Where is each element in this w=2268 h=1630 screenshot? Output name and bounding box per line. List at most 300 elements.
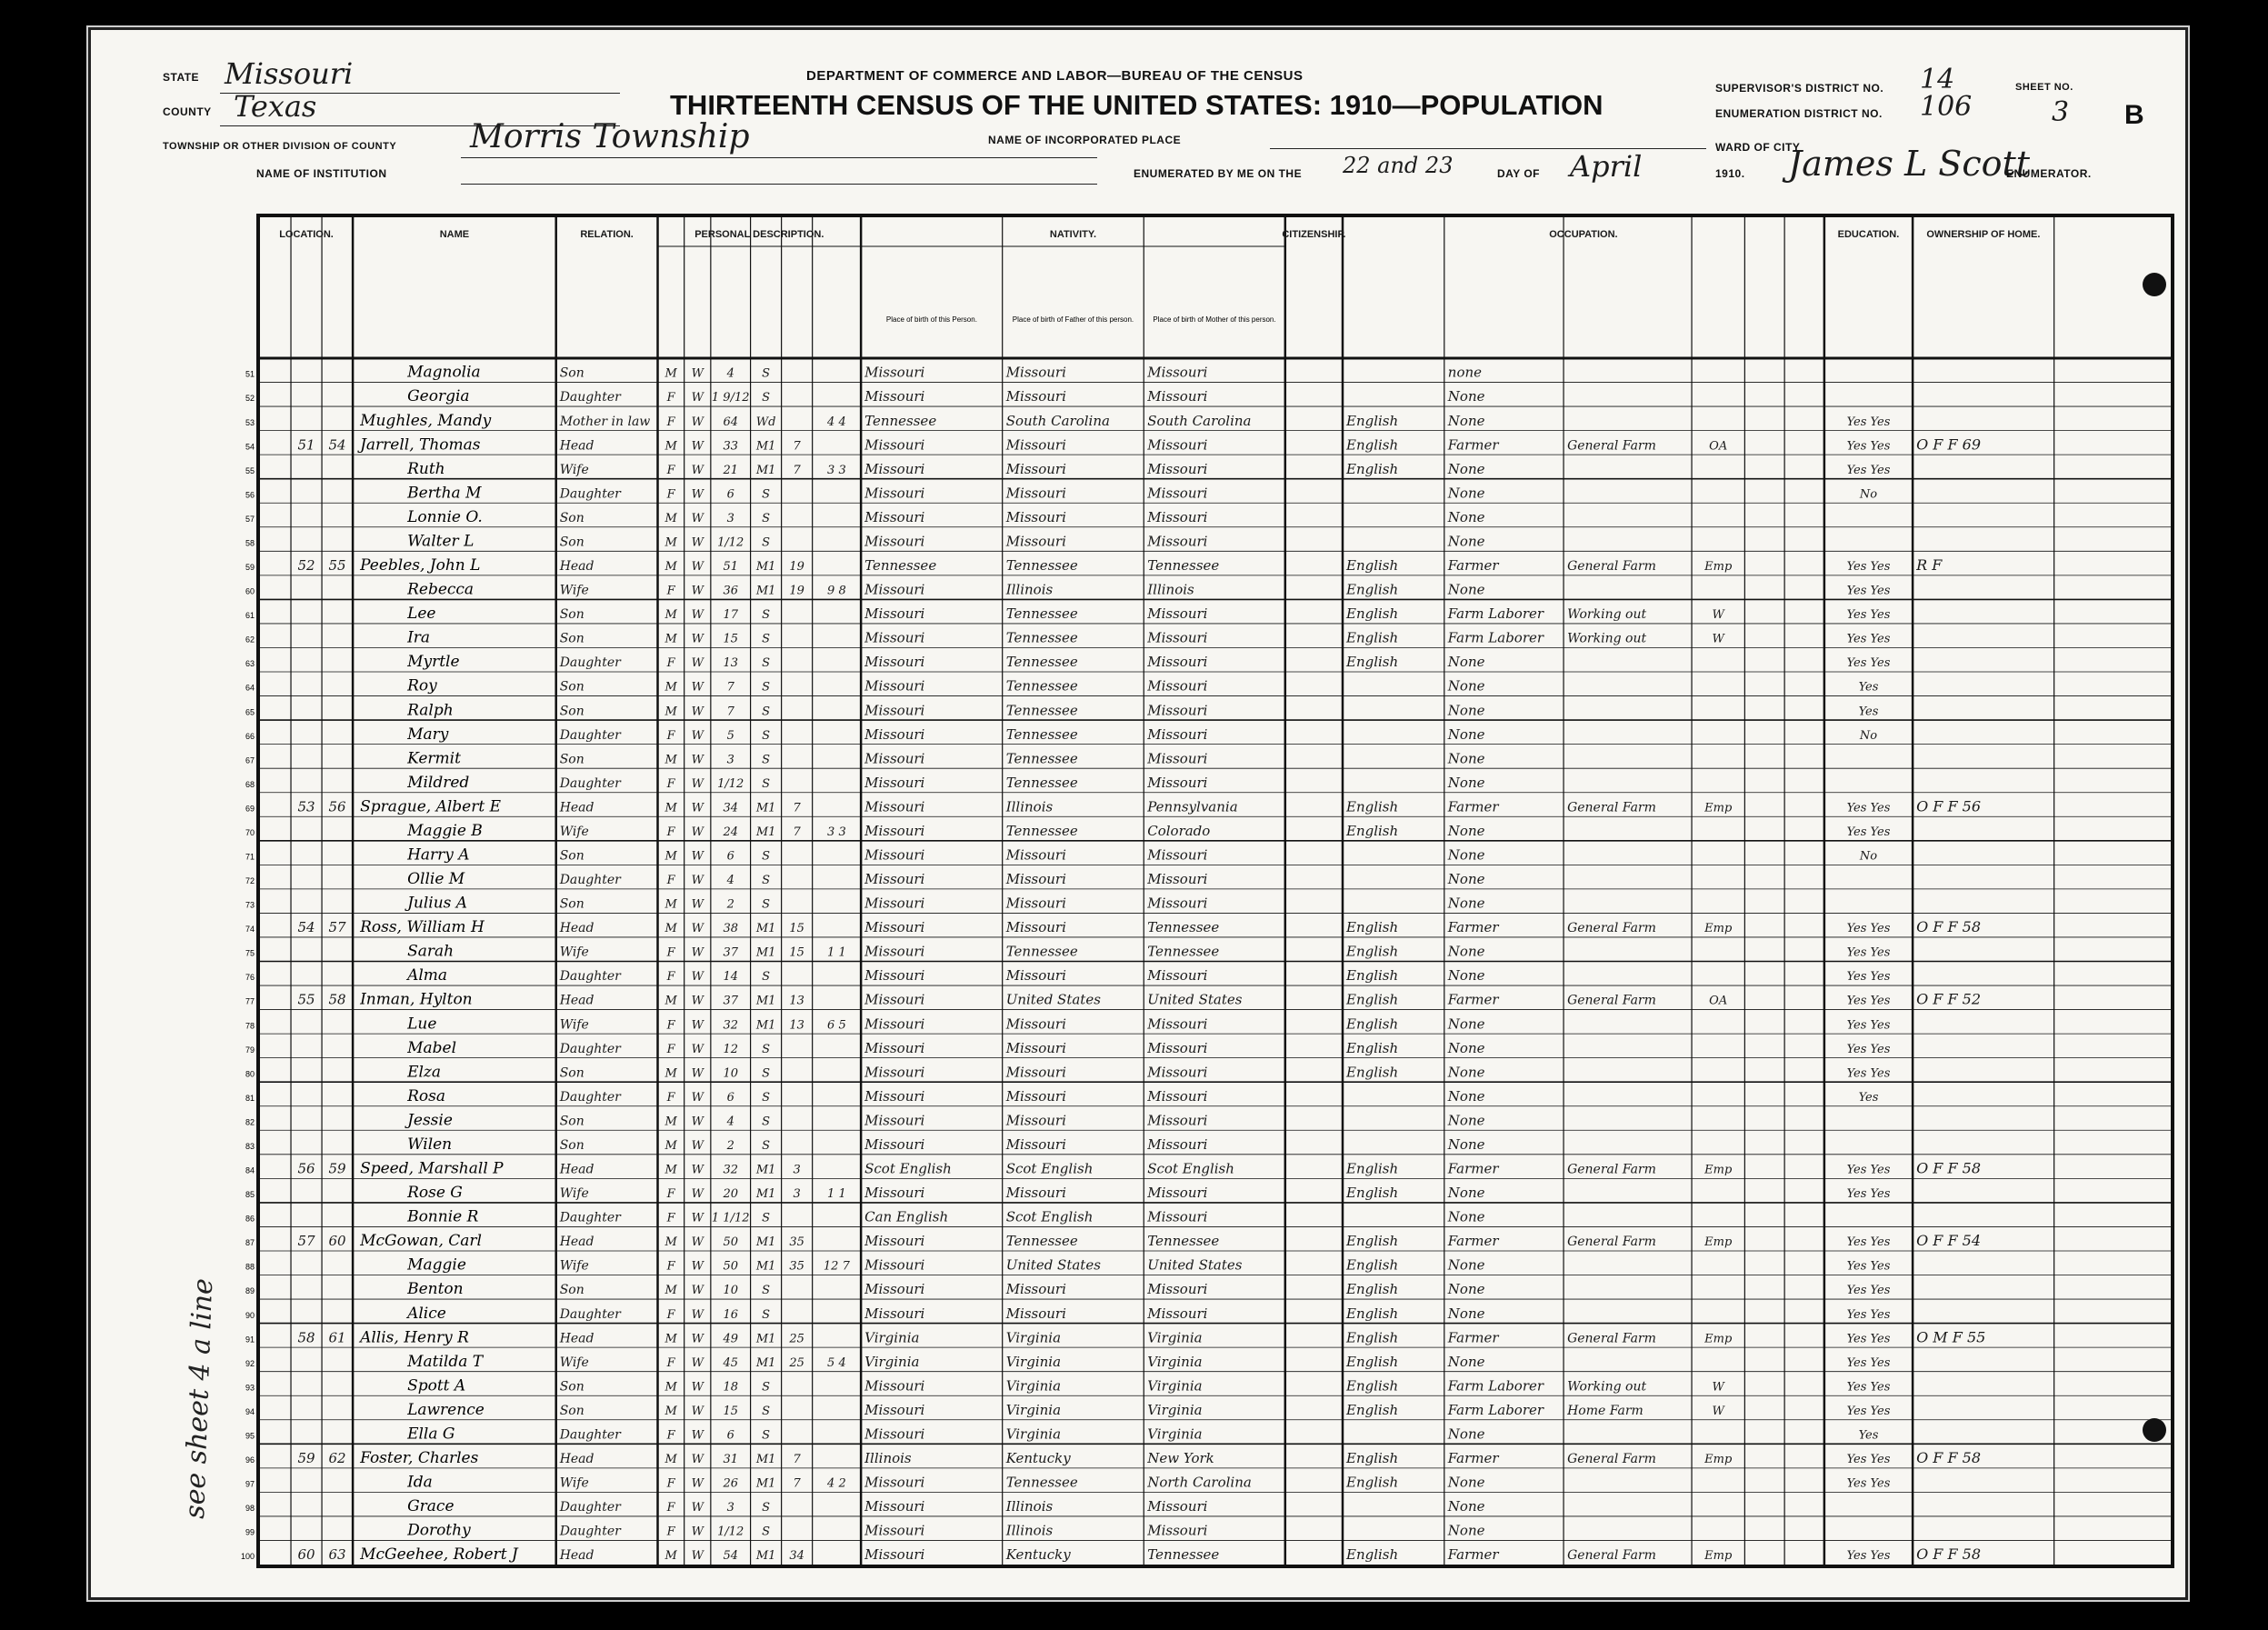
birthplace: Missouri <box>864 798 925 815</box>
family-number: 60 <box>328 1233 346 1250</box>
occupation: None <box>1447 846 1485 864</box>
sex: M <box>664 1284 677 1298</box>
read-write: Yes Yes <box>1846 463 1891 477</box>
line-number: 75 <box>245 948 255 958</box>
age: 26 <box>723 1476 738 1491</box>
marital-status: S <box>762 849 771 864</box>
race: W <box>691 874 704 888</box>
race: W <box>691 560 704 575</box>
age: 31 <box>723 1453 738 1467</box>
employment-class: W <box>1712 1404 1724 1418</box>
sex: M <box>664 439 677 454</box>
father-birthplace: Virginia <box>1005 1329 1062 1346</box>
age: 32 <box>723 1018 738 1033</box>
mother-birthplace: North Carolina <box>1147 1474 1252 1491</box>
children: 3 3 <box>827 825 846 839</box>
mother-birthplace: Tennessee <box>1147 943 1220 960</box>
industry: General Farm <box>1567 1162 1656 1177</box>
marital-status: S <box>762 366 771 381</box>
age: 3 <box>726 1501 734 1515</box>
person-name: Bonnie R <box>407 1207 479 1226</box>
employment-class: Emp <box>1704 1332 1733 1346</box>
language: English <box>1346 557 1399 575</box>
person-name: Ralph <box>407 701 454 720</box>
language: English <box>1346 1233 1399 1250</box>
mother-birthplace: Missouri <box>1147 702 1208 719</box>
age: 3 <box>726 753 734 767</box>
relation: Wife <box>559 1355 589 1370</box>
sex: F <box>666 970 675 985</box>
mother-birthplace: Missouri <box>1147 1112 1208 1129</box>
marital-status: S <box>762 1211 771 1225</box>
language: English <box>1346 943 1399 960</box>
father-birthplace: Missouri <box>1005 1015 1066 1033</box>
race: W <box>691 1259 704 1274</box>
birthplace: Illinois <box>864 1450 912 1467</box>
sex: F <box>666 1476 675 1491</box>
binding-holes <box>2148 327 2170 1509</box>
read-write: Yes Yes <box>1846 1355 1891 1370</box>
age: 36 <box>723 584 738 598</box>
person-name: Mughles, Mandy <box>360 411 492 430</box>
father-birthplace: Kentucky <box>1005 1450 1071 1467</box>
sex: F <box>666 1211 675 1225</box>
year-label: 1910. <box>1715 167 1745 180</box>
occupation: Farmer <box>1447 1160 1499 1177</box>
father-birthplace: Missouri <box>1005 1281 1066 1298</box>
age: 50 <box>723 1235 738 1250</box>
sex: M <box>664 705 677 719</box>
person-name: Ruth <box>407 459 445 478</box>
line-number: 65 <box>245 707 255 717</box>
age: 7 <box>726 680 734 695</box>
dwelling-number: 54 <box>297 919 315 936</box>
read-write: Yes Yes <box>1846 1042 1891 1056</box>
sex: F <box>666 1090 675 1105</box>
person-name: Julius A <box>407 894 468 913</box>
father-birthplace: Tennessee <box>1005 750 1078 767</box>
person-name: Allis, Henry R <box>360 1328 469 1347</box>
relation: Son <box>559 704 584 719</box>
age: 37 <box>723 945 738 960</box>
race: W <box>691 1163 704 1177</box>
line-number: 56 <box>245 490 255 500</box>
mother-birthplace: Missouri <box>1147 388 1208 405</box>
mother-birthplace: Missouri <box>1147 533 1208 550</box>
line-number: 98 <box>245 1504 255 1514</box>
birthplace: Missouri <box>864 1522 925 1539</box>
employment-class: Emp <box>1704 1453 1733 1467</box>
occupation: None <box>1447 508 1485 525</box>
age: 17 <box>723 608 738 623</box>
birthplace: Missouri <box>864 702 925 719</box>
industry: Home Farm <box>1567 1403 1644 1418</box>
mother-birthplace: Virginia <box>1147 1377 1203 1395</box>
industry: General Farm <box>1567 559 1656 575</box>
years-married: 7 <box>793 463 801 477</box>
column-heading: NAME <box>439 229 470 240</box>
relation: Wife <box>559 945 589 960</box>
occupation: None <box>1447 725 1485 743</box>
mother-birthplace: Virginia <box>1147 1353 1203 1370</box>
relation: Wife <box>559 583 589 598</box>
sex: F <box>666 1525 675 1539</box>
age: 6 <box>726 487 734 502</box>
sex: F <box>666 874 675 888</box>
family-number: 61 <box>328 1329 346 1346</box>
age: 1 9/12 <box>711 391 750 405</box>
employment-class: Emp <box>1704 1235 1733 1250</box>
marital-status: S <box>762 487 771 502</box>
person-name: Ollie M <box>407 870 465 889</box>
person-name: Jessie <box>407 1111 453 1130</box>
relation: Daughter <box>559 1306 621 1322</box>
read-write: Yes Yes <box>1846 415 1891 429</box>
race: W <box>691 825 704 839</box>
employment-class: Emp <box>1704 922 1733 936</box>
read-write: Yes <box>1858 705 1879 719</box>
binding-hole <box>2143 273 2166 296</box>
language: English <box>1346 1546 1399 1564</box>
father-birthplace: Scot English <box>1005 1208 1094 1225</box>
line-number: 87 <box>245 1238 255 1248</box>
family-number: 57 <box>328 919 346 936</box>
birthplace: Missouri <box>864 364 925 381</box>
birthplace: Missouri <box>864 654 925 671</box>
township-label: TOWNSHIP OR OTHER DIVISION OF COUNTY <box>163 141 397 152</box>
father-birthplace: Tennessee <box>1005 629 1078 646</box>
language: English <box>1346 1039 1399 1056</box>
father-birthplace: Missouri <box>1005 388 1066 405</box>
home-ownership: O F F 58 <box>1916 1449 1982 1467</box>
read-write: Yes Yes <box>1846 1259 1891 1274</box>
nativity-subheading: Place of birth of Mother of this person. <box>1153 315 1276 324</box>
person-name: Foster, Charles <box>360 1449 479 1468</box>
language: English <box>1346 822 1399 839</box>
marital-status: M1 <box>755 1476 776 1491</box>
relation: Daughter <box>559 655 621 671</box>
father-birthplace: Missouri <box>1005 871 1066 888</box>
birthplace: Missouri <box>864 967 925 985</box>
industry: General Farm <box>1567 1452 1656 1467</box>
occupation: Farmer <box>1447 1450 1499 1467</box>
marital-status: Wd <box>755 415 776 429</box>
family-number: 55 <box>328 557 346 575</box>
age: 1/12 <box>717 776 744 791</box>
state-value: Missouri <box>225 56 354 91</box>
father-birthplace: South Carolina <box>1005 412 1110 429</box>
race: W <box>691 656 704 671</box>
years-married: 35 <box>789 1235 804 1250</box>
marital-status: S <box>762 874 771 888</box>
age: 3 <box>726 511 734 525</box>
father-birthplace: Missouri <box>1005 485 1066 502</box>
birthplace: Missouri <box>864 485 925 502</box>
birthplace: Scot English <box>864 1160 952 1177</box>
age: 24 <box>723 825 738 839</box>
birthplace: Missouri <box>864 943 925 960</box>
sex: M <box>664 1066 677 1081</box>
age: 1/12 <box>717 535 744 550</box>
mother-birthplace: Missouri <box>1147 1087 1208 1105</box>
mother-birthplace: Missouri <box>1147 654 1208 671</box>
relation: Wife <box>559 1017 589 1033</box>
read-write: Yes Yes <box>1846 1018 1891 1033</box>
occupation: None <box>1447 1498 1485 1515</box>
person-name: Walter L <box>407 532 475 551</box>
read-write: Yes Yes <box>1846 560 1891 575</box>
column-heading: PERSONAL DESCRIPTION. <box>694 229 824 240</box>
line-number: 92 <box>245 1358 255 1368</box>
person-name: Dorothy <box>407 1521 471 1540</box>
birthplace: Missouri <box>864 1377 925 1395</box>
race: W <box>691 801 704 815</box>
column-heading: OCCUPATION. <box>1549 229 1618 240</box>
father-birthplace: Missouri <box>1005 895 1066 912</box>
marital-status: M1 <box>755 922 776 936</box>
race: W <box>691 511 704 525</box>
father-birthplace: Missouri <box>1005 1112 1066 1129</box>
occupation: None <box>1447 1087 1485 1105</box>
read-write: Yes Yes <box>1846 994 1891 1008</box>
relation: Son <box>559 607 584 623</box>
enumerated-label: ENUMERATED BY ME ON THE <box>1134 167 1303 180</box>
line-number: 90 <box>245 1310 255 1320</box>
years-married: 15 <box>789 922 804 936</box>
line-number: 80 <box>245 1069 255 1079</box>
relation: Head <box>559 1331 594 1346</box>
sex: F <box>666 1042 675 1056</box>
race: W <box>691 1090 704 1105</box>
relation: Son <box>559 1065 584 1081</box>
line-number: 76 <box>245 973 255 983</box>
occupation: None <box>1447 1305 1485 1322</box>
read-write: Yes Yes <box>1846 1235 1891 1250</box>
home-ownership: O F F 69 <box>1916 435 1982 454</box>
occupation: Farmer <box>1447 991 1499 1008</box>
line-number: 58 <box>245 538 255 548</box>
marital-status: S <box>762 705 771 719</box>
sex: M <box>664 366 677 381</box>
sheet-letter: B <box>2124 100 2144 130</box>
children: 12 7 <box>823 1259 850 1274</box>
race: W <box>691 1284 704 1298</box>
birthplace: Missouri <box>864 388 925 405</box>
birthplace: Missouri <box>864 1233 925 1250</box>
relation: Daughter <box>559 390 621 405</box>
race: W <box>691 1332 704 1346</box>
years-married: 3 <box>793 1187 801 1202</box>
relation: Wife <box>559 462 589 477</box>
column-heading: RELATION. <box>580 229 634 240</box>
birthplace: Missouri <box>864 460 925 477</box>
relation: Head <box>559 1235 594 1250</box>
person-name: Spott A <box>407 1376 466 1395</box>
race: W <box>691 849 704 864</box>
ward-label: WARD OF CITY <box>1715 141 1801 154</box>
father-birthplace: Kentucky <box>1005 1546 1071 1564</box>
sex: F <box>666 1501 675 1515</box>
line-number: 68 <box>245 779 255 789</box>
father-birthplace: Illinois <box>1005 1522 1054 1539</box>
occupation: None <box>1447 388 1485 405</box>
line-number: 52 <box>245 394 255 404</box>
person-name: Rosa <box>407 1086 445 1105</box>
age: 13 <box>723 656 738 671</box>
line-number: 89 <box>245 1286 255 1296</box>
enumeration-label: ENUMERATION DISTRICT NO. <box>1715 107 1883 120</box>
age: 38 <box>723 922 738 936</box>
sex: M <box>664 511 677 525</box>
sex: M <box>664 897 677 912</box>
occupation: None <box>1447 1135 1485 1153</box>
column-heading: NATIVITY. <box>1049 229 1097 240</box>
read-write: Yes Yes <box>1846 1307 1891 1322</box>
family-number: 63 <box>328 1546 346 1564</box>
line-number: 64 <box>245 683 255 693</box>
occupation: None <box>1447 412 1485 429</box>
father-birthplace: Missouri <box>1005 436 1066 454</box>
person-name: Ira <box>407 628 431 647</box>
race: W <box>691 487 704 502</box>
age: 21 <box>723 463 738 477</box>
language: English <box>1346 1064 1399 1081</box>
line-number: 97 <box>245 1479 255 1489</box>
occupation: None <box>1447 1425 1485 1443</box>
occupation: None <box>1447 1281 1485 1298</box>
children: 3 3 <box>827 463 846 477</box>
language: English <box>1346 967 1399 985</box>
age: 6 <box>726 1090 734 1105</box>
marital-status: S <box>762 1115 771 1129</box>
language: English <box>1346 1353 1399 1370</box>
sex: M <box>664 1138 677 1153</box>
race: W <box>691 632 704 646</box>
father-birthplace: Missouri <box>1005 967 1066 985</box>
marital-status: S <box>762 1428 771 1443</box>
relation: Daughter <box>559 1427 621 1443</box>
race: W <box>691 1235 704 1250</box>
father-birthplace: Tennessee <box>1005 774 1078 791</box>
line-number: 67 <box>245 755 255 765</box>
sex: F <box>666 1259 675 1274</box>
language: English <box>1346 1401 1399 1418</box>
sex: F <box>666 415 675 429</box>
birthplace: Missouri <box>864 629 925 646</box>
marital-status: S <box>762 1066 771 1081</box>
enumerated-days: 22 and 23 <box>1343 153 1454 178</box>
relation: Daughter <box>559 1524 621 1539</box>
race: W <box>691 1453 704 1467</box>
person-name: Magnolia <box>407 363 481 382</box>
language: English <box>1346 1305 1399 1322</box>
relation: Daughter <box>559 969 621 985</box>
sex: M <box>664 632 677 646</box>
birthplace: Missouri <box>864 1401 925 1418</box>
occupation: None <box>1447 750 1485 767</box>
mother-birthplace: Tennessee <box>1147 1233 1220 1250</box>
family-number: 62 <box>328 1450 346 1467</box>
mother-birthplace: Virginia <box>1147 1425 1203 1443</box>
occupation: Farmer <box>1447 1233 1499 1250</box>
language: English <box>1346 436 1399 454</box>
marital-status: M1 <box>755 1549 776 1564</box>
race: W <box>691 1138 704 1153</box>
mother-birthplace: Missouri <box>1147 725 1208 743</box>
relation: Head <box>559 559 594 575</box>
age: 12 <box>723 1042 738 1056</box>
years-married: 13 <box>789 994 804 1008</box>
read-write: Yes Yes <box>1846 1187 1891 1202</box>
marital-status: M1 <box>755 584 776 598</box>
relation: Son <box>559 752 584 767</box>
father-birthplace: Tennessee <box>1005 702 1078 719</box>
language: English <box>1346 1160 1399 1177</box>
relation: Head <box>559 438 594 454</box>
line-number: 53 <box>245 417 255 427</box>
relation: Mother in law <box>559 414 651 429</box>
marital-status: S <box>762 776 771 791</box>
race: W <box>691 584 704 598</box>
father-birthplace: Illinois <box>1005 798 1054 815</box>
age: 4 <box>726 366 734 381</box>
father-birthplace: Tennessee <box>1005 725 1078 743</box>
enumerator-signature: James L Scott <box>1788 144 2031 184</box>
mother-birthplace: Missouri <box>1147 1208 1208 1225</box>
age: 64 <box>723 415 738 429</box>
relation: Wife <box>559 1258 589 1274</box>
person-name: Kermit <box>407 749 461 768</box>
father-birthplace: Missouri <box>1005 919 1066 936</box>
occupation: None <box>1447 654 1485 671</box>
read-write: Yes Yes <box>1846 656 1891 671</box>
relation: Daughter <box>559 486 621 502</box>
race: W <box>691 680 704 695</box>
month-value: April <box>1570 149 1643 184</box>
occupation: None <box>1447 1522 1485 1539</box>
children: 1 1 <box>827 945 846 960</box>
marital-status: M1 <box>755 1163 776 1177</box>
read-write: No <box>1859 849 1878 864</box>
person-name: Rose G <box>407 1184 463 1203</box>
marital-status: M1 <box>755 439 776 454</box>
mother-birthplace: Missouri <box>1147 485 1208 502</box>
marital-status: M1 <box>755 945 776 960</box>
employment-class: W <box>1712 632 1724 646</box>
person-name: Ross, William H <box>360 918 485 937</box>
sex: F <box>666 1307 675 1322</box>
sex: F <box>666 1018 675 1033</box>
race: W <box>691 994 704 1008</box>
mother-birthplace: Missouri <box>1147 967 1208 985</box>
column-heading: OWNERSHIP OF HOME. <box>1926 229 2041 240</box>
person-name: Ella G <box>407 1425 455 1444</box>
marital-status: M1 <box>755 1453 776 1467</box>
person-name: Lee <box>407 605 436 624</box>
read-write: Yes Yes <box>1846 922 1891 936</box>
person-name: Maggie <box>407 1255 466 1275</box>
read-write: Yes Yes <box>1846 1066 1891 1081</box>
mother-birthplace: Pennsylvania <box>1147 798 1238 815</box>
children: 5 4 <box>827 1355 846 1370</box>
mother-birthplace: Missouri <box>1147 1064 1208 1081</box>
age: 5 <box>726 728 734 743</box>
race: W <box>691 1018 704 1033</box>
mother-birthplace: Missouri <box>1147 605 1208 623</box>
birthplace: Tennessee <box>864 557 937 575</box>
read-write: Yes Yes <box>1846 825 1891 839</box>
language: English <box>1346 1281 1399 1298</box>
